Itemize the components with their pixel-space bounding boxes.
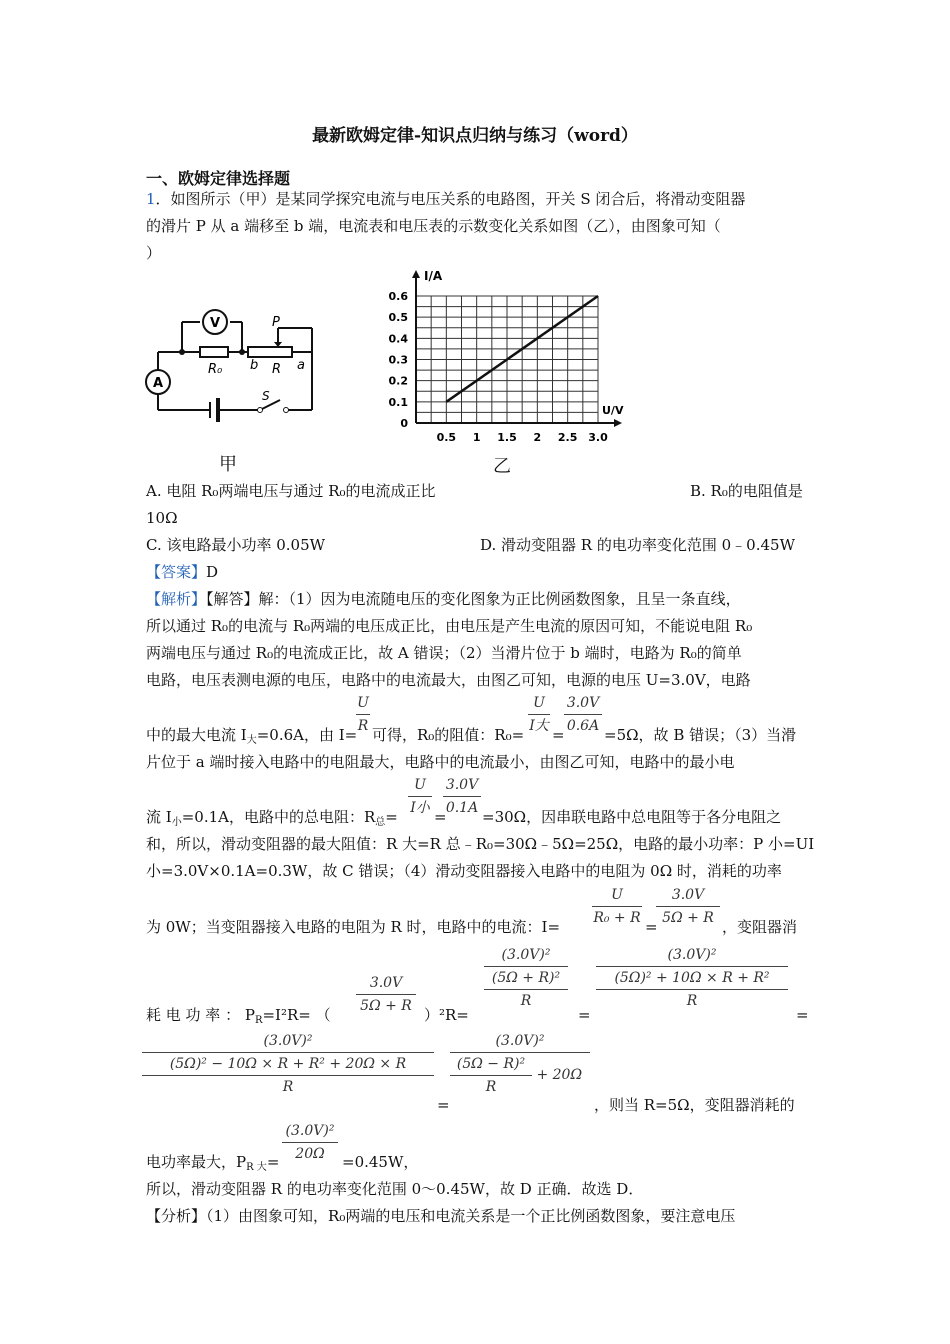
analysis-line-8: 和，所以，滑动变阻器的最大阻值：R 大=R 总﹣R₀=30Ω﹣5Ω=25Ω，电路的最小功率：P 小=UI bbox=[146, 835, 815, 853]
fraction-power-form-2: (3.0V)² (5Ω)² + 10Ω × R + R² R bbox=[596, 944, 788, 1012]
equals-11f: = bbox=[796, 1006, 809, 1024]
analysis-line-7a bbox=[146, 808, 398, 829]
sub-da: 大 bbox=[246, 735, 257, 746]
y-tick-label: 0.6 bbox=[388, 290, 408, 303]
analysis-line-14: 所以，滑动变阻器 R 的电功率变化范围 0～0.45W，故 D 正确．故选 D． bbox=[146, 1180, 644, 1198]
text-11c: =I²R= （ bbox=[262, 1006, 331, 1024]
text-13a: 电功率最大，P bbox=[146, 1153, 247, 1171]
analysis-line-5a bbox=[146, 726, 357, 747]
x-tick-label: 1.5 bbox=[497, 431, 517, 444]
analysis-line-6: 片位于 a 端时接入电路中的电阻最大，电路中的电流最小，由图乙可知，电路中的最小电 bbox=[146, 753, 735, 771]
analysis-line-2: 所以通过 R₀的电流与 R₀两端的电压成正比，由电压是产生电流的原因可知，不能说电阻 R₀ bbox=[146, 617, 753, 635]
y-axis-arrow bbox=[412, 270, 420, 278]
iu-chart bbox=[380, 266, 630, 448]
y-tick-label: 0 bbox=[400, 417, 408, 430]
text-5a: 中的最大电流 I bbox=[146, 726, 247, 744]
fraction-power-form-1: (3.0V)² (5Ω + R)² R bbox=[484, 944, 568, 1012]
x-tick-label: 2.5 bbox=[557, 431, 578, 444]
figure-jia-caption: 甲 bbox=[219, 454, 237, 475]
fraction-3v-over-5-plus-r: 3.0V 5Ω + R bbox=[656, 884, 720, 929]
rheostat-label: R bbox=[272, 362, 282, 377]
equals-7f: = bbox=[434, 808, 447, 826]
analysis-line-11d: ）²R= bbox=[424, 1006, 469, 1024]
sub-r: R bbox=[254, 1015, 263, 1026]
analysis-line-10c: ，变阻器消 bbox=[722, 918, 798, 936]
text-5c: =0.6A，由 I= bbox=[256, 726, 358, 744]
fraction-u-over-imax: U I大 bbox=[529, 695, 549, 734]
fraction-u-over-r0-plus-r: U R₀ + R bbox=[593, 887, 641, 926]
text-13c: = bbox=[266, 1153, 280, 1171]
y-tick-label: 0.1 bbox=[388, 395, 408, 409]
question-line-1 bbox=[146, 190, 745, 208]
x-tick-label: 1 bbox=[472, 431, 481, 444]
fraction-u-over-r: U R bbox=[357, 695, 369, 734]
fraction-current-square: 3.0V 5Ω + R bbox=[356, 972, 416, 1017]
equals-5e: = bbox=[552, 726, 565, 744]
question-number: 1 bbox=[146, 190, 156, 208]
analysis-text-1: 【解答】解：（1）因为电流随电压的变化图象为正比例函数图象，且呈一条直线， bbox=[206, 590, 741, 608]
question-line-3: ） bbox=[146, 244, 162, 262]
terminal-b-label: b bbox=[250, 358, 259, 373]
section-heading: 一、欧姆定律选择题 bbox=[146, 169, 291, 188]
option-b-value: 10Ω bbox=[146, 509, 178, 527]
circuit-diagram bbox=[140, 300, 340, 425]
text-7e: = bbox=[385, 808, 398, 826]
fraction-3v-over-01a: 3.0V 0.1A bbox=[443, 774, 481, 819]
equals-12a: = bbox=[437, 1096, 450, 1114]
analysis-line-4: 电路，电压表测电源的电压，电路中的电流最大，由图乙可知，电源的电压 U=3.0V，电路 bbox=[146, 671, 751, 689]
analysis-line-12b: ，则当 R=5Ω，变阻器消耗的 bbox=[594, 1096, 795, 1114]
y-tick-label: 0.3 bbox=[388, 353, 408, 367]
analysis-line-1 bbox=[146, 590, 741, 608]
fraction-3v-over-06a: 3.0V 0.6A bbox=[564, 692, 602, 737]
sub-zong: 总 bbox=[375, 817, 386, 828]
text-11a: 耗 电 功 率 ： P bbox=[146, 1006, 255, 1024]
answer-line bbox=[146, 563, 218, 581]
analysis-line-15: 【分析】（1）由图象可知，R₀两端的电压和电流关系是一个正比例函数图象，要注意电压 bbox=[146, 1207, 736, 1225]
slider-p-label: P bbox=[272, 315, 280, 330]
answer-value: D bbox=[206, 563, 219, 581]
fraction-power-form-3: (3.0V)² (5Ω)² − 10Ω × R + R² + 20Ω × R R bbox=[142, 1030, 434, 1098]
analysis-line-13a bbox=[146, 1153, 279, 1174]
analysis-line-11a bbox=[146, 1006, 331, 1027]
text-7c: =0.1A，电路中的总电阻：R bbox=[181, 808, 376, 826]
x-tick-label: 0.5 bbox=[436, 431, 457, 444]
answer-label: 【答案】 bbox=[146, 563, 207, 581]
page-title: 最新欧姆定律-知识点归纳与练习（word） bbox=[312, 126, 638, 146]
switch-s-label: S bbox=[262, 389, 270, 403]
sub-r-da: R 大 bbox=[246, 1162, 267, 1173]
option-d: D. 滑动变阻器 R 的电功率变化范围 0﹣0.45W bbox=[480, 536, 795, 554]
y-tick-label: 0.5 bbox=[388, 311, 408, 325]
y-axis-label: I/A bbox=[424, 269, 443, 283]
x-tick-label: 3.0 bbox=[588, 431, 608, 444]
question-text-1: ．如图所示（甲）是某同学探究电流与电压关系的电路图，开关 S 闭合后，将滑动变阻器 bbox=[155, 190, 746, 208]
equals-10b: = bbox=[645, 918, 658, 936]
fraction-power-form-4: (3.0V)² $\frac{\text{(5Ω − R)²}}{R}$ + 20Ω bbox=[450, 1030, 590, 1075]
y-tick-label: 0.2 bbox=[388, 374, 408, 388]
option-a: A. 电阻 R₀两端电压与通过 R₀的电流成正比 bbox=[146, 482, 436, 500]
equals-11e: = bbox=[578, 1006, 591, 1024]
x-axis-arrow bbox=[614, 419, 622, 427]
analysis-line-10a: 为 0W；当变阻器接入电路的电阻为 R 时，电路中的电流：I= bbox=[146, 918, 561, 936]
option-c: C. 该电路最小功率 0.05W bbox=[146, 536, 326, 554]
analysis-line-3: 两端电压与通过 R₀的电流成正比，故 A 错误；（2）当滑片位于 b 端时，电路为 R₀的简单 bbox=[146, 644, 742, 662]
terminal-a-label: a bbox=[297, 358, 305, 373]
analysis-line-9: 小=3.0V×0.1A=0.3W，故 C 错误；（4）滑动变阻器接入电路中的电阻为 0Ω 时，消耗的功率 bbox=[146, 862, 782, 880]
fraction-u-over-imin: U I小 bbox=[408, 774, 432, 819]
fraction-max-power: (3.0V)² 20Ω bbox=[282, 1120, 338, 1165]
option-b: B. R₀的电阻值是 bbox=[690, 482, 803, 500]
analysis-line-7g: =30Ω，因串联电路中总电阻等于各分电阻之 bbox=[482, 808, 782, 826]
x-tick-label: 2 bbox=[533, 431, 542, 444]
question-line-2: 的滑片 P 从 a 端移至 b 端，电流表和电压表的示数变化关系如图（乙），由图象可知（ bbox=[146, 217, 721, 235]
analysis-line-5d: 可得，R₀的阻值：R₀= bbox=[372, 726, 525, 744]
analysis-line-5f: =5Ω，故 B 错误；（3）当滑 bbox=[604, 726, 797, 744]
r0-label: R₀ bbox=[208, 362, 223, 377]
analysis-line-13d: =0.45W， bbox=[342, 1153, 419, 1171]
voltmeter-label: V bbox=[209, 316, 221, 331]
y-tick-label: 0.4 bbox=[388, 332, 408, 346]
ammeter-label: A bbox=[152, 376, 164, 391]
sub-xiao: 小 bbox=[171, 817, 182, 828]
analysis-label: 【解析】 bbox=[146, 590, 207, 608]
x-axis-label: U/V bbox=[602, 404, 624, 417]
figure-yi-caption: 乙 bbox=[493, 456, 511, 477]
text-7a: 流 I bbox=[146, 808, 172, 826]
